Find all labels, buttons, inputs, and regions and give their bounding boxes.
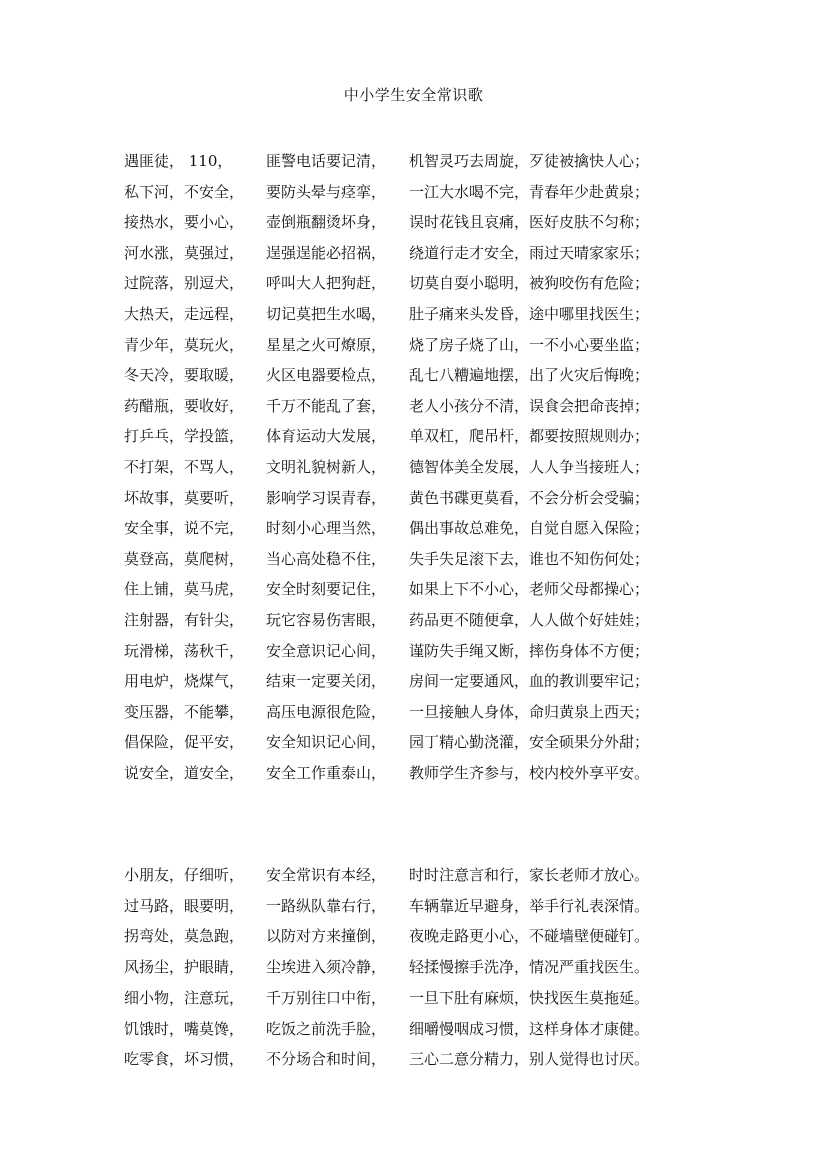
verse-phrase-middle: 匪警电话要记清，	[266, 152, 387, 170]
verse-phrase-opening: 玩滑梯，荡秋千，	[124, 641, 245, 660]
verse-phrase-middle: 文明礼貌树新人，	[266, 458, 387, 476]
verse-phrase-opening: 说安全，道安全，	[124, 764, 245, 782]
verse-phrase-middle: 体育运动大发展，	[266, 427, 387, 446]
verse-phrase-middle: 吃饭之前洗手脸，	[266, 1019, 387, 1038]
verse-phrase-closing: 烧了房子烧了山，一不小心要坐监；	[409, 335, 650, 354]
verse-phrase-closing: 失手失足滚下去，谁也不知伤何处；	[409, 549, 650, 568]
verse-phrase-opening: 拐弯处，莫急跑，	[124, 927, 245, 946]
verse-phrase-opening: 不打架，不骂人，	[124, 458, 245, 476]
verse-phrase-closing: 偶出事故总难免，自觉自愿入保险；	[409, 519, 650, 538]
document-title: 中小学生安全常识歌	[343, 86, 484, 104]
verse-phrase-opening: 私下河，不安全，	[124, 182, 245, 201]
verse-phrase-opening: 坏故事，莫要听，	[124, 488, 245, 507]
verse-phrase-closing: 三心二意分精力，别人觉得也讨厌。	[409, 1050, 650, 1069]
verse-phrase-middle: 安全常识有本经，	[266, 866, 387, 884]
verse-phrase-closing: 误时花钱且哀痛，医好皮肤不匀称；	[409, 213, 650, 232]
verse-phrase-closing: 教师学生齐参与，校内校外享平安。	[409, 764, 650, 782]
verse-phrase-opening: 住上铺，莫马虎，	[124, 580, 245, 599]
verse-phrase-middle: 千万不能乱了套，	[266, 396, 387, 415]
verse-phrase-opening: 倡保险，促平安，	[124, 733, 245, 752]
verse-phrase-closing: 德智体美全发展，人人争当接班人；	[409, 458, 650, 476]
verse-phrase-opening: 过院落，别逗犬，	[124, 274, 245, 293]
verse-phrase-closing: 肚子痛来头发昏，途中哪里找医生；	[409, 305, 650, 323]
verse-phrase-middle: 安全时刻要记住，	[266, 580, 387, 599]
verse-phrase-middle: 安全工作重泰山，	[266, 764, 387, 782]
verse-phrase-middle: 星星之火可燎原，	[266, 335, 387, 354]
verse-phrase-opening: 青少年，莫玩火，	[124, 335, 245, 354]
verse-phrase-middle: 玩它容易伤害眼，	[266, 611, 387, 629]
verse-phrase-closing: 轻揉慢擦手洗净，情况严重找医生。	[409, 958, 650, 977]
verse-phrase-closing: 乱七八糟遍地摆，出了火灾后悔晚；	[409, 366, 650, 385]
verse-phrase-opening: 冬天冷，要取暖，	[124, 366, 245, 385]
verse-phrase-closing: 车辆靠近早避身，举手行礼表深情。	[409, 896, 650, 915]
verse-phrase-closing: 谨防失手绳又断，摔伤身体不方便；	[409, 641, 650, 660]
verse-phrase-closing: 如果上下不小心，老师父母都操心；	[409, 580, 650, 599]
verse-phrase-opening: 大热天，走远程，	[124, 305, 245, 323]
verse-phrase-opening: 吃零食，坏习惯，	[124, 1050, 245, 1069]
verse-phrase-closing: 时时注意言和行，家长老师才放心。	[409, 866, 650, 884]
verse-phrase-middle: 结束一定要关闭，	[266, 672, 387, 691]
verse-phrase-opening: 变压器，不能攀，	[124, 702, 245, 721]
verse-phrase-opening: 打乒乓，学投篮，	[124, 427, 245, 446]
verse-phrase-closing: 切莫自耍小聪明，被狗咬伤有危险；	[409, 274, 650, 293]
verse-phrase-opening: 药醋瓶，要收好，	[124, 396, 245, 415]
verse-phrase-opening: 莫登高，莫爬树，	[124, 549, 245, 568]
verse-phrase-middle: 切记莫把生水喝，	[266, 305, 387, 323]
verse-phrase-middle: 安全知识记心间，	[266, 733, 387, 752]
verse-phrase-opening: 风扬尘，护眼睛，	[124, 958, 245, 977]
verse-phrase-middle: 高压电源很危险，	[266, 702, 387, 721]
verse-phrase-middle: 以防对方来撞倒，	[266, 927, 387, 946]
verse-phrase-opening: 用电炉，烧煤气，	[124, 672, 245, 691]
verse-phrase-closing: 绕道行走才安全，雨过天晴家家乐；	[409, 243, 650, 262]
verse-phrase-middle: 尘埃进入须冷静，	[266, 958, 387, 977]
verse-phrase-middle: 一路纵队靠右行，	[266, 896, 387, 915]
verse-phrase-middle: 影响学习误青春，	[266, 488, 387, 507]
verse-phrase-closing: 黄色书碟更莫看，不会分析会受骗；	[409, 488, 650, 507]
verse-phrase-middle: 时刻小心理当然，	[266, 519, 387, 538]
verse-phrase-opening: 注射器，有针尖，	[124, 611, 245, 629]
verse-phrase-closing: 药品更不随便拿，人人做个好娃娃；	[409, 611, 650, 629]
verse-phrase-middle: 逞强逞能必招祸，	[266, 243, 387, 262]
verse-phrase-middle: 当心高处稳不住，	[266, 549, 387, 568]
verse-phrase-middle: 火区电器要检点，	[266, 366, 387, 385]
verse-phrase-opening: 安全事，说不完，	[124, 519, 245, 538]
verse-phrase-closing: 单双杠，爬吊杆，都要按照规则办；	[409, 427, 650, 446]
verse-phrase-closing: 园丁精心勤浇灌，安全硕果分外甜；	[409, 733, 650, 752]
verse-phrase-opening: 遇匪徒， 110，	[124, 152, 233, 170]
verse-phrase-closing: 房间一定要通风，血的教训要牢记；	[409, 672, 650, 691]
verse-phrase-middle: 壶倒瓶翻烫坏身，	[266, 213, 387, 232]
verse-phrase-opening: 河水涨，莫强过，	[124, 243, 245, 262]
verse-phrase-middle: 呼叫大人把狗赶，	[266, 274, 387, 293]
verse-phrase-closing: 一旦下肚有麻烦，快找医生莫拖延。	[409, 988, 650, 1007]
verse-phrase-opening: 饥饿时，嘴莫馋，	[124, 1019, 245, 1038]
verse-phrase-middle: 安全意识记心间，	[266, 641, 387, 660]
verse-phrase-opening: 小朋友，仔细听，	[124, 866, 245, 884]
verse-phrase-closing: 细嚼慢咽成习惯，这样身体才康健。	[409, 1019, 650, 1038]
verse-phrase-closing: 机智灵巧去周旋，歹徒被擒快人心；	[409, 152, 650, 170]
verse-phrase-closing: 夜晚走路更小心，不碰墙壁便碰钉。	[409, 927, 650, 946]
verse-phrase-middle: 千万别往口中衔，	[266, 988, 387, 1007]
verse-phrase-opening: 过马路，眼要明，	[124, 896, 245, 915]
verse-phrase-opening: 接热水，要小心，	[124, 213, 245, 232]
verse-phrase-middle: 要防头晕与痉挛，	[266, 182, 387, 201]
verse-phrase-closing: 一旦接触人身体，命归黄泉上西天；	[409, 702, 650, 721]
verse-phrase-middle: 不分场合和时间，	[266, 1050, 387, 1069]
verse-phrase-closing: 老人小孩分不清，误食会把命丧掉；	[409, 396, 650, 415]
verse-phrase-closing: 一江大水喝不完，青春年少赴黄泉；	[409, 182, 650, 201]
verse-phrase-opening: 细小物，注意玩，	[124, 988, 245, 1007]
